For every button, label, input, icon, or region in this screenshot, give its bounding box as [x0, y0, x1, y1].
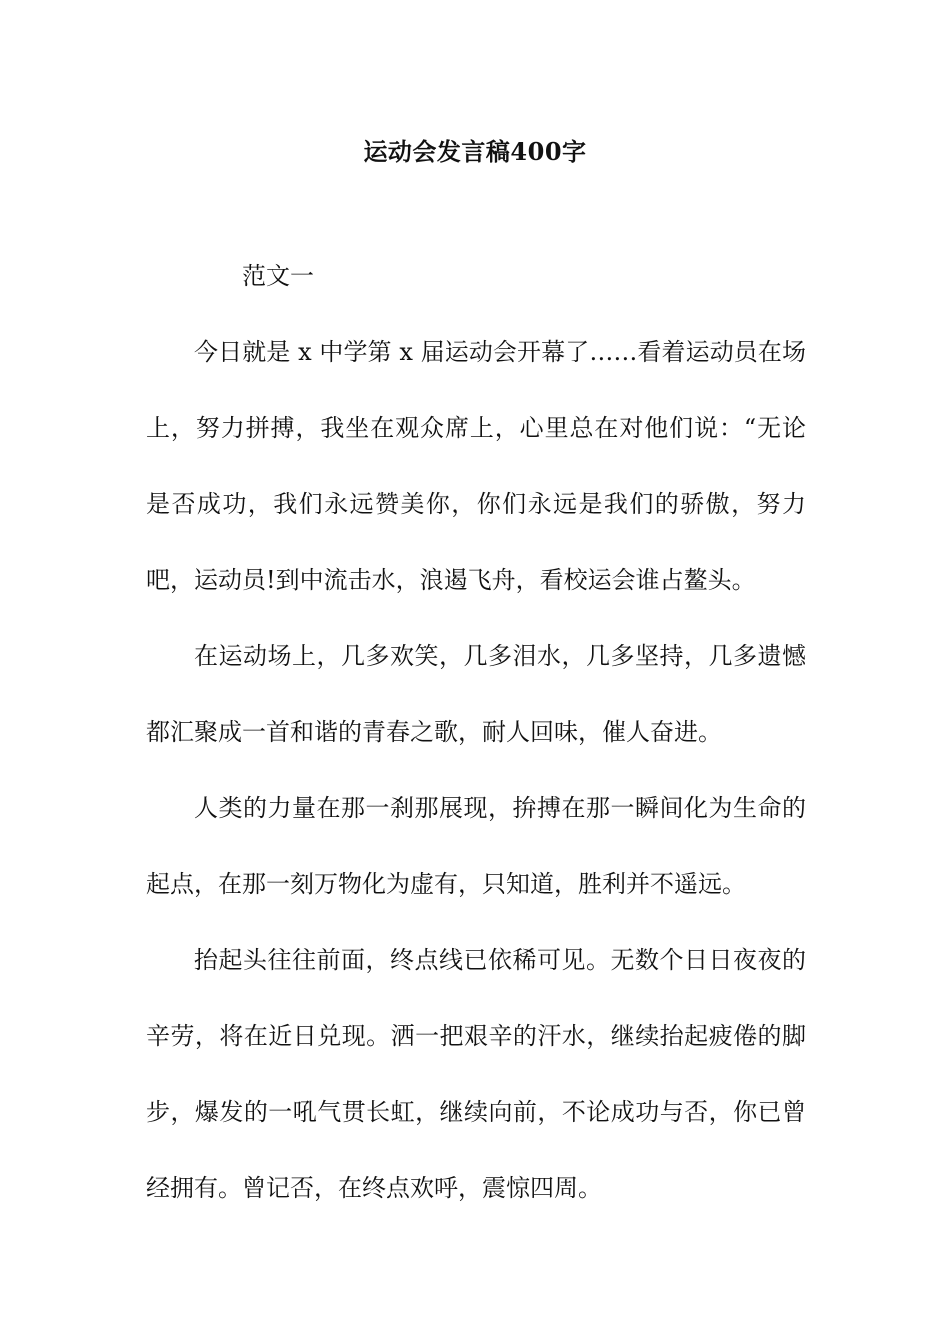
- paragraph-2: 在运动场上，几多欢笑，几多泪水，几多坚持，几多遗憾都汇聚成一首和谐的青春之歌，耐人回味，催人奋进。: [146, 642, 806, 746]
- section-heading: 范文一: [242, 262, 314, 290]
- document-title: 运动会发言稿400字: [363, 137, 587, 166]
- paragraph-4: 抬起头往往前面，终点线已依稀可见。无数个日日夜夜的辛劳，将在近日兑现。洒一把艰辛的汗水，继续抬起疲倦的脚步，爆发的一吼气贯长虹，继续向前，不论成功与否，你已曾经拥有。曾记否，在终点欢呼，震惊四周。: [146, 946, 806, 1202]
- paragraph-3: 人类的力量在那一刹那展现，拚搏在那一瞬间化为生命的起点，在那一刻万物化为虚有，只知道，胜利并不遥远。: [146, 794, 806, 898]
- paragraph-1: 今日就是 x 中学第 x 届运动会开幕了……看着运动员在场上，努力拼搏，我坐在观众席上，心里总在对他们说：“无论是否成功，我们永远赞美你，你们永远是我们的骄傲，努力吧，运动员!到中流击水，浪遏飞舟，看校运会谁占鳌头。: [146, 338, 806, 594]
